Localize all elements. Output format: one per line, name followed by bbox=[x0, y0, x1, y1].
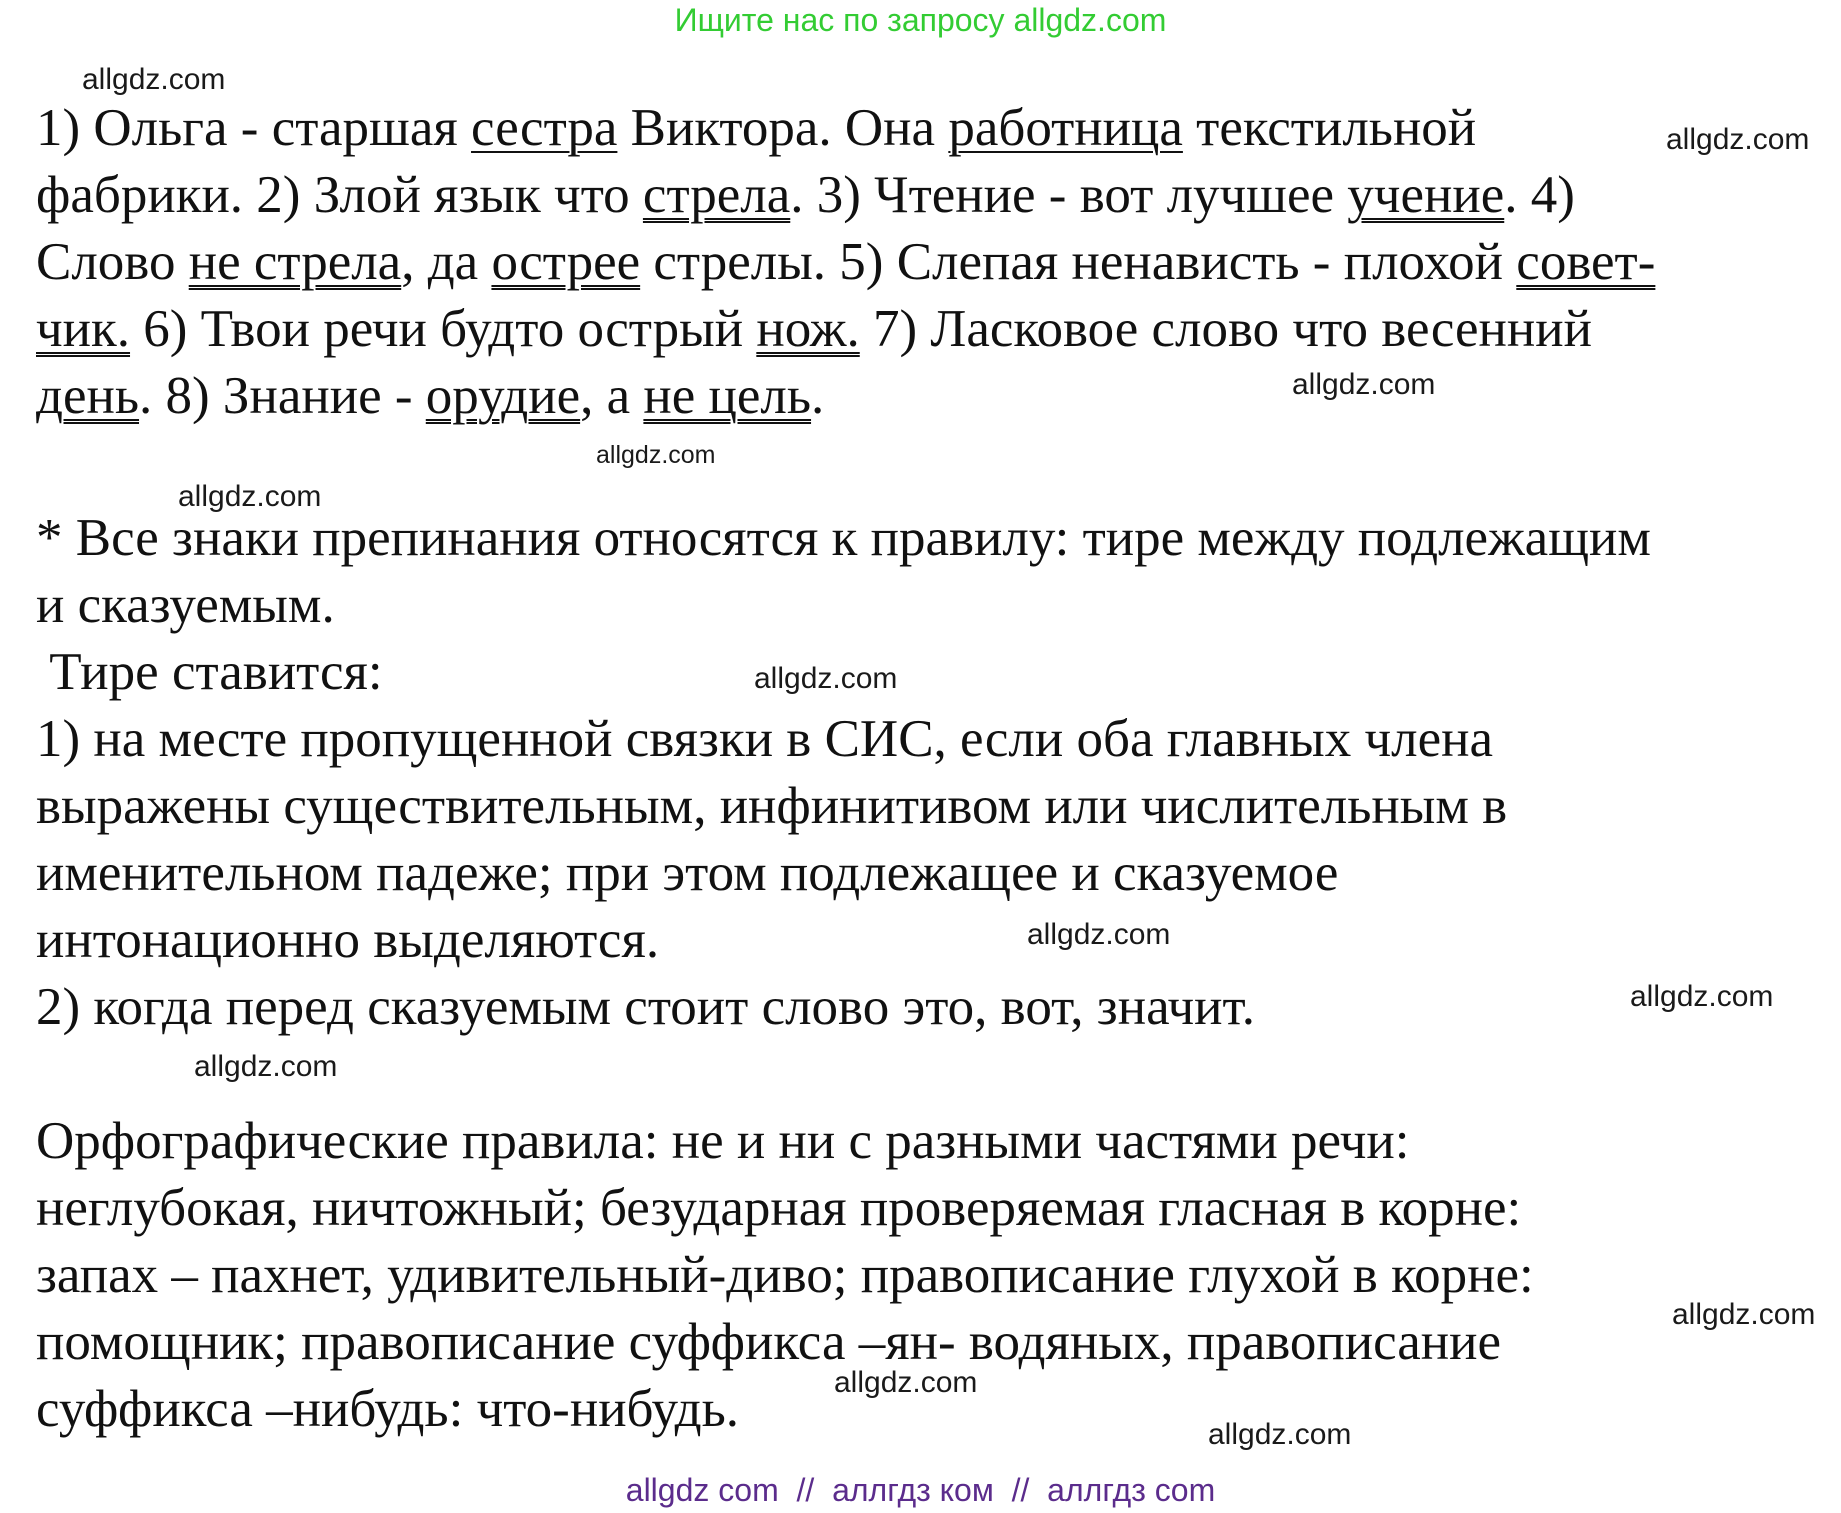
rule-line: * Все знаки препинания относятся к правилу: тире между подлежащим bbox=[36, 509, 1651, 567]
predicate-word: учение bbox=[1347, 166, 1505, 224]
watermark: allgdz.com bbox=[1208, 1418, 1352, 1451]
predicate-word: орудие bbox=[425, 367, 581, 425]
text-fragment: Слово bbox=[36, 233, 189, 291]
predicate-word: не цель bbox=[643, 367, 812, 425]
text-fragment: 6) Твои речи будто острый bbox=[130, 300, 757, 358]
predicate-word: совет- bbox=[1516, 233, 1656, 291]
spelling-line: Орфографические правила: не и ни с разными частями речи: bbox=[36, 1112, 1410, 1170]
answer-line-3 bbox=[36, 229, 1836, 296]
predicate-word: день bbox=[36, 367, 140, 425]
text-fragment: Виктора. Она bbox=[617, 99, 949, 157]
spelling-line: суффикса –нибудь: что-нибудь. bbox=[36, 1380, 740, 1438]
text-fragment: стрелы. 5) Слепая ненависть - плохой bbox=[640, 233, 1517, 291]
text-fragment: . 4) bbox=[1504, 166, 1575, 224]
answer-line-1 bbox=[36, 95, 1836, 162]
predicate-word: нож. bbox=[756, 300, 860, 358]
text-fragment: . 3) Чтение - вот лучшее bbox=[790, 166, 1348, 224]
watermark: allgdz.com bbox=[1672, 1298, 1816, 1331]
answer-line-5 bbox=[36, 363, 1836, 430]
punctuation-rule bbox=[36, 505, 1836, 1041]
rule-line: Тире ставится: bbox=[36, 643, 383, 701]
rule-line: именительном падеже; при этом подлежащее и сказуемое bbox=[36, 844, 1339, 902]
text-fragment: текстильной bbox=[1182, 99, 1477, 157]
text-fragment: 1) Ольга - старшая bbox=[36, 99, 472, 157]
text-fragment: , а bbox=[580, 367, 644, 425]
footer-links[interactable]: allgdz com // аллгдз ком // аллгдз com bbox=[625, 1472, 1216, 1508]
text-fragment: фабрики. 2) Злой язык что bbox=[36, 166, 643, 224]
text-fragment: , да bbox=[401, 233, 492, 291]
rule-line: выражены существительным, инфинитивом или числительным в bbox=[36, 777, 1508, 835]
watermark: allgdz.com bbox=[1666, 123, 1810, 156]
watermark: allgdz.com bbox=[1292, 368, 1436, 401]
watermark: allgdz.com bbox=[178, 480, 322, 513]
predicate-word: острее bbox=[491, 233, 641, 291]
watermark: allgdz.com bbox=[596, 441, 716, 469]
rule-line: 1) на месте пропущенной связки в СИС, если оба главных члена bbox=[36, 710, 1494, 768]
search-banner[interactable]: Ищите нас по запросу allgdz.com bbox=[674, 2, 1167, 38]
answer-line-2 bbox=[36, 162, 1836, 229]
rule-line: и сказуемым. bbox=[36, 576, 335, 634]
rule-line: 2) когда перед сказуемым стоит слово это, вот, значит. bbox=[36, 978, 1255, 1036]
answer-line-4 bbox=[36, 296, 1836, 363]
subject-word: работница bbox=[948, 99, 1183, 157]
answer-paragraph bbox=[36, 95, 1836, 430]
subject-word: сестра bbox=[471, 99, 618, 157]
spelling-line: запах – пахнет, удивительный-диво; правописание глухой в корне: bbox=[36, 1246, 1534, 1304]
watermark: allgdz.com bbox=[1630, 980, 1774, 1013]
watermark: allgdz.com bbox=[834, 1366, 978, 1399]
watermark: allgdz.com bbox=[754, 662, 898, 695]
text-fragment: 7) Ласковое слово что весенний bbox=[859, 300, 1592, 358]
text-fragment: . 8) Знание - bbox=[139, 367, 426, 425]
predicate-word: чик. bbox=[36, 300, 131, 358]
predicate-word: не стрела bbox=[188, 233, 402, 291]
rule-line: интонационно выделяются. bbox=[36, 911, 660, 969]
watermark: allgdz.com bbox=[194, 1050, 338, 1083]
watermark: allgdz.com bbox=[1027, 918, 1171, 951]
text-fragment: . bbox=[811, 367, 825, 425]
spelling-line: неглубокая, ничтожный; безударная проверяемая гласная в корне: bbox=[36, 1179, 1522, 1237]
spelling-line: помощник; правописание суффикса –ян- водяных, правописание bbox=[36, 1313, 1502, 1371]
watermark: allgdz.com bbox=[82, 63, 226, 96]
predicate-word: стрела bbox=[642, 166, 791, 224]
